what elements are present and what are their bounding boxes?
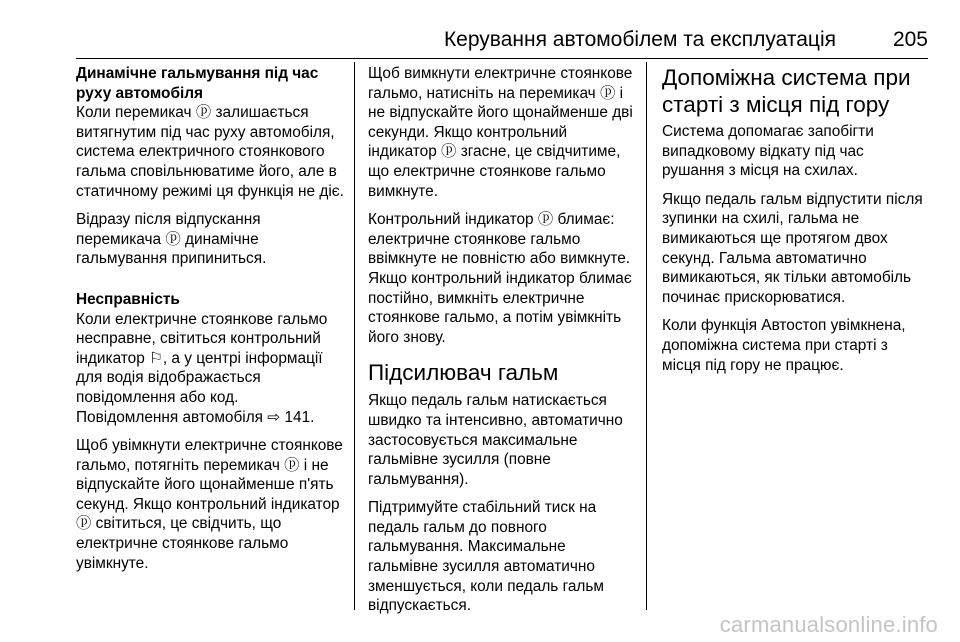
paragraph: Відразу після відпускання перемикача ⓟ динамічне гальмування припиниться. <box>76 211 267 268</box>
paragraph: Якщо педаль гальм натискається швидко та інтенсивно, автоматично застосовується максимальне гальмівне зусилля (повне гальмування). <box>368 392 623 488</box>
header-rule <box>76 58 928 59</box>
column-divider-2 <box>646 62 647 610</box>
heading-hill-start-assist: Допоміжна система при старті з місця під гору <box>662 65 911 117</box>
paragraph: Щоб вимкнути електричне стоянкове гальмо, натисніть на перемикач ⓟ і не відпускайте його щонайменше дві секунди. Якщо контрольний індикатор ⓟ згасне, це свідчитиме, що електричне стоянкове гальмо вимкнуте. <box>368 65 633 200</box>
paragraph: Якщо педаль гальм відпустити після зупинки на схилі, гальма не вимикаються ще протягом двох секунд. Гальма автоматично вимикаються, як тільки автомобіль починає прискорюватися. <box>662 190 923 306</box>
paragraph: Система допомагає запобігти випадковому відкату під час рушання з місця на схилах. <box>662 123 874 180</box>
column-3 <box>662 64 928 384</box>
column-divider-1 <box>354 62 355 610</box>
page-header <box>76 8 928 54</box>
page-number: 205 <box>892 28 928 51</box>
paragraph: Коли електричне стоянкове гальмо несправне, світиться контрольний індикатор ⚐, а у центрі інформації для водія відображається повідомлення або код. <box>76 310 328 406</box>
watermark: carmanualsonline.info <box>719 612 938 637</box>
paragraph: Коли функція Автостоп увімкнена, допоміжна система при старті з місця під гору не працює. <box>662 317 906 374</box>
subheading-dynamic-braking: Динамічне гальмування під час руху автомобіля <box>76 65 319 102</box>
paragraph: Контрольний індикатор ⓟ блимає: електричне стоянкове гальмо ввімкнуте не повністю або вимкнуте. Якщо контрольний індикатор блимає постійно, вимкніть електричне стоянкове гальмо, а потім увімкніть його знову. <box>368 211 632 346</box>
subheading-fault: Несправність <box>76 290 180 308</box>
column-2 <box>368 64 636 625</box>
paragraph: Коли перемикач ⓟ залишається витягнутим під час руху автомобіля, система електричного стоянкового гальма сповільнюватиме його, але в статичному режимі ця функція не діє. <box>76 104 344 200</box>
column-1 <box>76 64 346 582</box>
cross-reference: Повідомлення автомобіля ⇨ 141. <box>76 408 315 426</box>
running-title: Керування автомобілем та експлуатація <box>443 28 836 51</box>
paragraph: Підтримуйте стабільний тиск на педаль гальм до повного гальмування. Максимальне гальмівне зусилля автоматично зменшується, коли педаль гальм відпускається. <box>368 499 605 615</box>
paragraph: Щоб увімкнути електричне стоянкове гальмо, потягніть перемикач ⓟ і не відпускайте його щонайменше п'ять секунд. Якщо контрольний індикатор ⓟ світиться, це свідчить, що електричне стоянкове гальмо увімкнуте. <box>76 437 343 572</box>
heading-brake-assist: Підсилювач гальм <box>368 360 559 386</box>
